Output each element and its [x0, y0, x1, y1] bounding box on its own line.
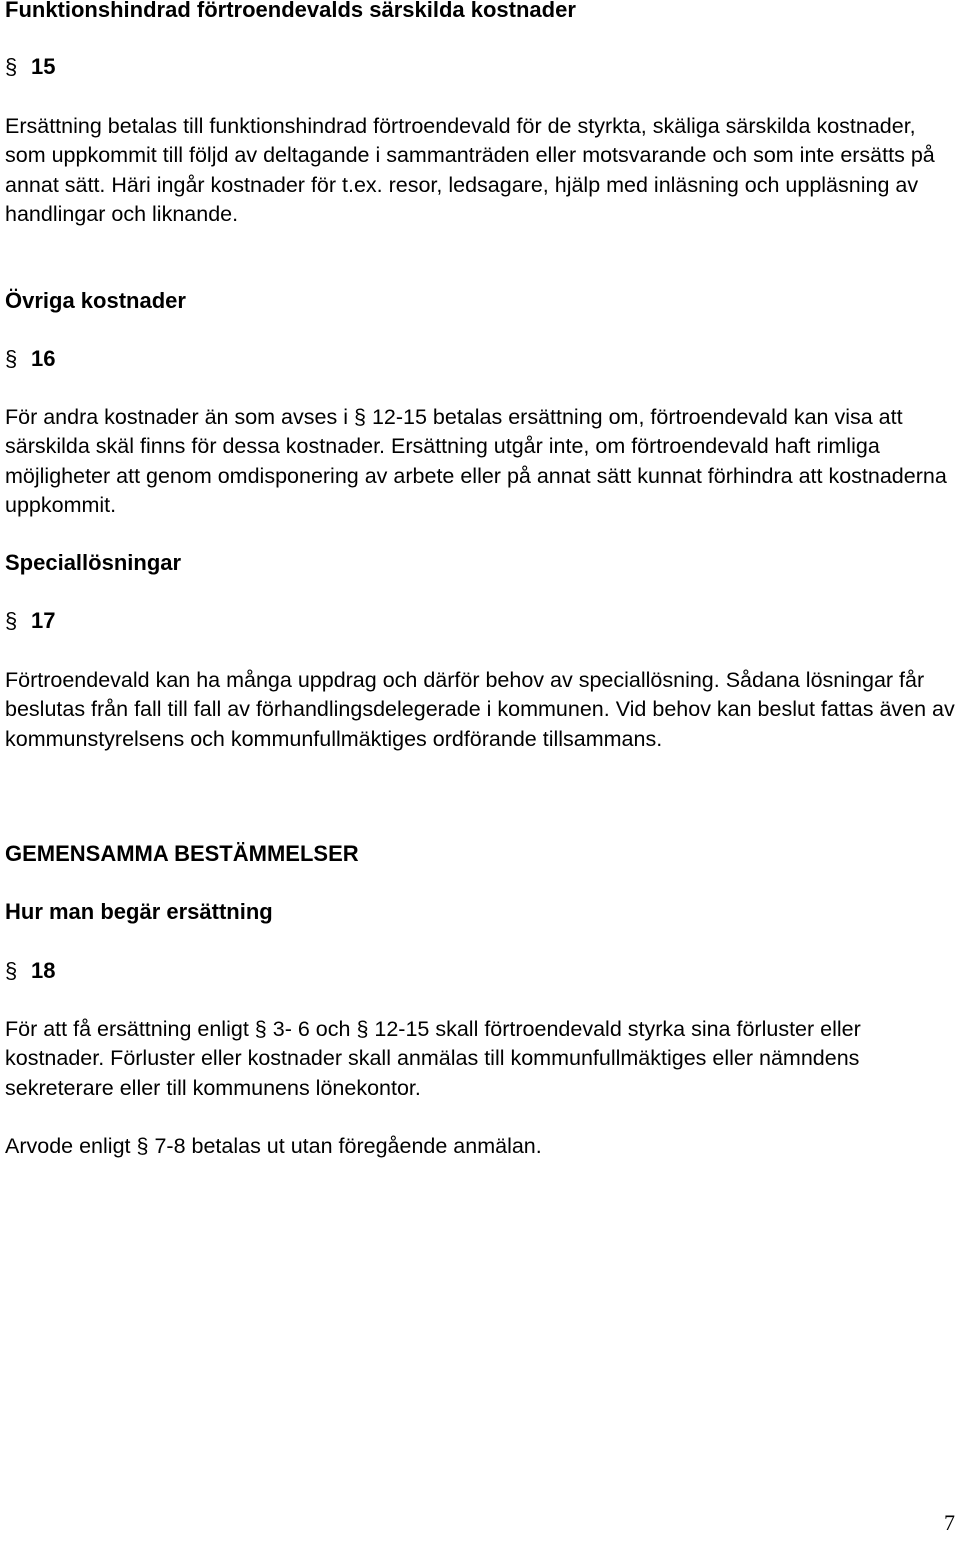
section-number: 18 [31, 958, 56, 983]
paragraph-text: 7-8 betalas ut utan föregående anmälan. [154, 1134, 542, 1158]
paragraph-text: Arvode enligt [5, 1134, 131, 1158]
heading-ovriga-kostnader: Övriga kostnader [5, 288, 186, 313]
paragraph-arvode [5, 1132, 955, 1161]
paragraph-text: 12-15 skall förtroendevald styrka sina förluster eller kostnader. Förluster eller kostnader skall anmälas till kommunfullmäktiges eller nämndens sekreterare eller till kommunens lönekontor. [5, 1017, 861, 1100]
section-15 [5, 53, 55, 81]
section-number: 17 [31, 608, 56, 633]
section-symbol: § [5, 958, 18, 983]
section-symbol: § [254, 1017, 267, 1041]
paragraph-18 [5, 1015, 955, 1103]
section-18 [5, 957, 55, 985]
paragraph-text: För att få ersättning enligt [5, 1017, 249, 1041]
paragraph-text: 3- 6 och [272, 1017, 351, 1041]
heading-gemensamma-bestammelser: GEMENSAMMA BESTÄMMELSER [5, 841, 359, 866]
section-symbol: § [356, 1017, 369, 1041]
heading-hur-man-begar: Hur man begär ersättning [5, 899, 273, 924]
heading-speciallosningar: Speciallösningar [5, 550, 182, 575]
heading-funktionshindrad: Funktionshindrad förtroendevalds särskilda kostnader [5, 0, 576, 22]
section-symbol: § [136, 1134, 149, 1158]
section-number: 15 [31, 54, 56, 79]
section-17 [5, 607, 55, 635]
section-number: 16 [31, 346, 56, 371]
paragraph-16 [5, 403, 955, 520]
paragraph-text: 12-15 betalas ersättning om, förtroendevald kan visa att särskilda skäl finns för dessa kostnader. Ersättning utgår inte, om förtroendevald haft rimliga möjligheter att genom omdisponering av arbete eller på annat sätt kunnat förhindra att kostnaderna uppkommit. [5, 405, 947, 517]
paragraph-15: Ersättning betalas till funktionshindrad förtroendevald för de styrkta, skäliga särskilda kostnader, som uppkommit till följd av deltagande i sammanträden eller motsvarande och som inte ersätts på annat sätt. Häri ingår kostnader för t.ex. resor, ledsagare, hjälp med inläsning och uppläsning av handlingar och liknande. [5, 114, 935, 226]
section-symbol: § [5, 608, 18, 633]
section-16 [5, 345, 55, 373]
section-symbol: § [5, 54, 18, 79]
page-number: 7 [944, 1510, 955, 1535]
paragraph-17: Förtroendevald kan ha många uppdrag och därför behov av speciallösning. Sådana lösningar får beslutas från fall till fall av förhandlingsdelegerade i kommunen. Vid behov kan beslut fattas även av kommunstyrelsens och kommunfullmäktiges ordförande tillsammans. [5, 668, 955, 751]
section-symbol: § [5, 346, 18, 371]
section-symbol: § [353, 405, 366, 429]
paragraph-text: För andra kostnader än som avses i [5, 405, 348, 429]
